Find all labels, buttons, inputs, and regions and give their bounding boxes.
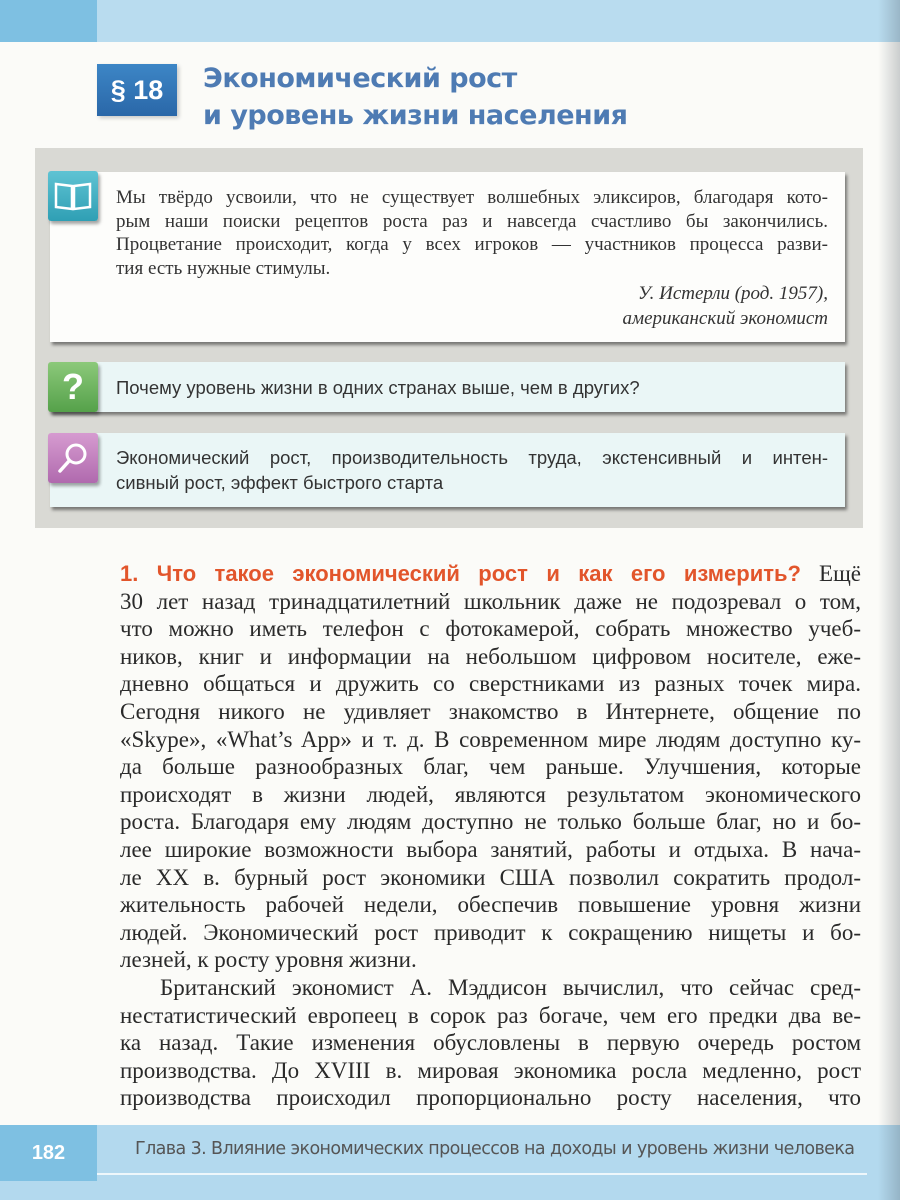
- chapter-title: Глава 3. Влияние экономических процессов на доходы и уровень жизни человека: [135, 1139, 855, 1159]
- page-footer: [0, 1125, 900, 1200]
- body-text: [120, 560, 861, 1112]
- body-text-span: Ещё: [819, 561, 861, 586]
- keywords-text: [116, 445, 828, 495]
- body-line: ников, книг и информации на небольшом цифровом носителе, еже-: [120, 643, 861, 669]
- top-band-tab: [0, 0, 97, 42]
- subsection-heading: 1. Что такое экономический рост и как его измерить?: [120, 561, 801, 586]
- epigraph-line: рым наши поиски рецептов роста раз и навсегда счастливо бы закончились.: [116, 210, 828, 232]
- body-line: «Skype», «What’s App» и т. д. В современном мире людям доступно ку-: [120, 726, 861, 752]
- body-line: дневно общаться и дружить со сверстниками из разных точек мира.: [120, 671, 861, 697]
- epigraph-text: [116, 186, 828, 280]
- body-line: что можно иметь телефон с фотокамерой, собрать множество учеб-: [120, 616, 861, 642]
- book-icon: [48, 171, 98, 221]
- section-number-badge: § 18: [97, 64, 177, 116]
- page-number: 182: [0, 1125, 97, 1181]
- paragraph-2: [120, 974, 861, 1112]
- epigraph-line: Мы твёрдо усвоили, что не существует волшебных эликсиров, благодаря кото-: [116, 187, 828, 208]
- body-line: роста. Благодаря ему людям доступно не только больше благ, но и бо-: [120, 809, 861, 835]
- body-line: ка назад. Такие изменения обусловлены в первую очередь ростом: [120, 1030, 861, 1056]
- section-title-line: и уровень жизни населения: [203, 100, 628, 131]
- body-line: происходят в жизни людей, являются результатом экономического: [120, 781, 861, 807]
- body-line: 30 лет назад тринадцатилетний школьник даже не подозревал о том,: [120, 588, 861, 614]
- section-title: [203, 60, 627, 134]
- body-line: да больше разнообразных благ, чем раньше. Улучшения, которые: [120, 754, 861, 780]
- body-line: производства. До XVIII в. мировая экономика росла медленно, рост: [120, 1057, 861, 1083]
- question-icon: ?: [48, 362, 98, 412]
- magnifier-icon: [48, 433, 98, 483]
- body-line: лее широкие возможности выбора занятий, работы и отдыха. В нача-: [120, 836, 861, 862]
- body-line: ле XX в. бурный рост экономики США позволил сократить продол-: [120, 864, 861, 890]
- body-line: жительность рабочей недели, обеспечив повышение уровня жизни: [120, 892, 861, 918]
- epigraph-line: тия есть нужные стимулы.: [116, 257, 331, 279]
- epigraph-line: Процветание происходит, когда у всех игроков — участников процесса разви-: [116, 234, 828, 255]
- body-line: людей. Экономический рост приводит к сокращению нищеты и бо-: [120, 919, 861, 945]
- top-color-band: [0, 0, 900, 42]
- section-title-line: Экономический рост: [203, 63, 517, 94]
- body-line: Британский экономист А. Мэддисон вычислил, что сейчас сред-: [160, 974, 861, 1000]
- footer-rule: [97, 1173, 867, 1175]
- keywords-line: сивный рост, эффект быстрого старта: [116, 472, 444, 493]
- author-name: У. Истерли (род. 1957),: [638, 283, 828, 304]
- body-line: лезней, к росту уровня жизни.: [120, 947, 417, 973]
- author-role: американский экономист: [622, 308, 828, 329]
- paragraph-1: [120, 588, 861, 974]
- question-text: Почему уровень жизни в одних странах выше, чем в других?: [116, 377, 640, 398]
- page-edge-shadow: [878, 0, 900, 1200]
- body-line: производства происходил пропорционально росту населения, что: [120, 1085, 861, 1111]
- body-line: Сегодня никого не удивляет знакомство в Интернете, общение по: [120, 698, 861, 724]
- body-line: [120, 560, 861, 588]
- keywords-line: Экономический рост, производительность труда, экстенсивный и интен-: [116, 447, 828, 468]
- body-line: нестатистический европеец в сорок раз богаче, чем его предки два ве-: [120, 1002, 861, 1028]
- epigraph-author: [623, 281, 829, 331]
